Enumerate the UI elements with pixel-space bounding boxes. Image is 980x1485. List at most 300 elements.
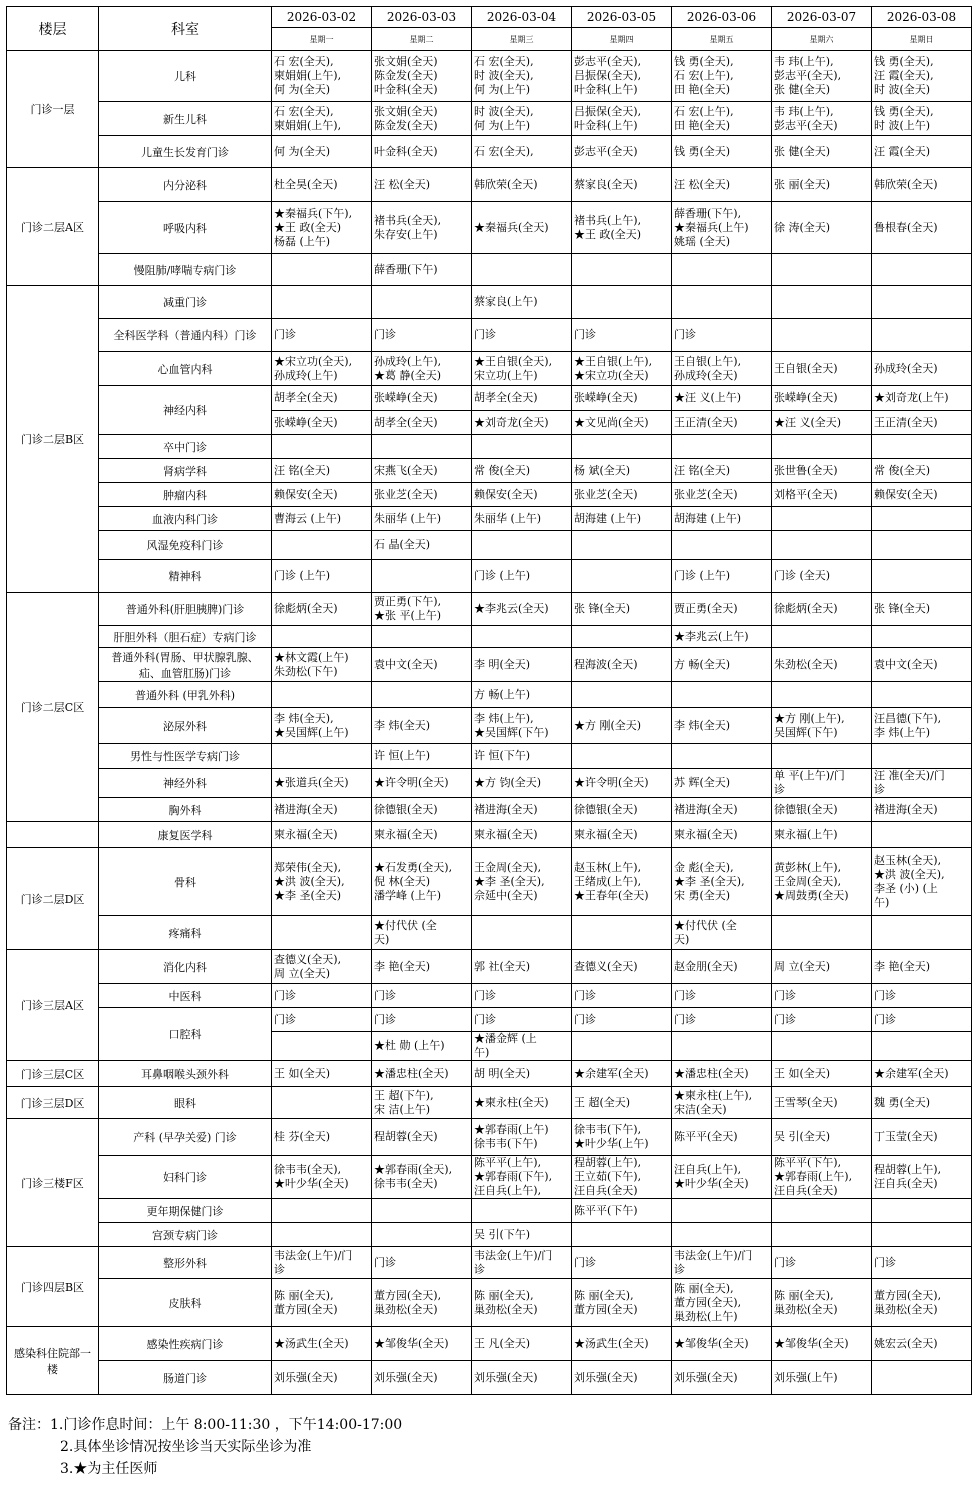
- doctor-entry: 宋 勇(全天): [674, 888, 731, 902]
- schedule-cell: [672, 319, 772, 352]
- doctor-entry: 石 宏(全天),: [274, 104, 334, 118]
- schedule-cell: [272, 1361, 372, 1395]
- schedule-cell: [672, 1327, 772, 1361]
- doctor-entry: ★邹俊华(全天): [674, 1336, 749, 1350]
- doctor-entry: ★王自银(全天),: [474, 354, 553, 368]
- doctor-entry: 倪 林(全天): [374, 874, 431, 888]
- floor-header: 楼层: [7, 7, 99, 51]
- schedule-cell: [672, 1008, 772, 1032]
- doctor-entry: 巢劲松(上午): [674, 1309, 738, 1323]
- doctor-entry: 门诊: [274, 328, 296, 341]
- schedule-cell: [572, 168, 672, 202]
- doctor-entry: ★文见尚(全天): [574, 415, 649, 429]
- schedule-cell: [772, 1119, 872, 1156]
- schedule-cell: [572, 822, 672, 848]
- schedule-cell: [772, 386, 872, 411]
- schedule-cell: [572, 593, 672, 626]
- table-row: [7, 1361, 972, 1395]
- department-cell: 减重门诊: [99, 286, 272, 319]
- doctor-entry: 石 宏(上午),: [674, 69, 734, 82]
- schedule-cell: [372, 560, 472, 593]
- schedule-cell: [272, 1156, 372, 1199]
- schedule-cell: [772, 411, 872, 435]
- schedule-body: [7, 51, 972, 1395]
- schedule-cell: [472, 435, 572, 459]
- schedule-cell: [472, 916, 572, 950]
- doctor-entry: ★王 政(全天): [274, 220, 342, 234]
- schedule-cell: [372, 202, 472, 254]
- department-cell: 风湿免疫科门诊: [99, 531, 272, 560]
- doctor-entry: 天): [674, 932, 690, 946]
- schedule-cell: [372, 1087, 472, 1119]
- schedule-cell: [372, 1008, 472, 1032]
- schedule-cell: [372, 435, 472, 459]
- schedule-cell: [772, 1361, 872, 1395]
- doctor-entry: 徐彪炳(全天): [774, 602, 838, 615]
- doctor-entry: 门诊: [474, 988, 496, 1002]
- doctor-entry: ★杜 勋 (上午): [374, 1039, 445, 1052]
- doctor-entry: ★李 圣(全天): [274, 888, 342, 902]
- schedule-cell: [772, 1061, 872, 1087]
- schedule-cell: [572, 560, 672, 593]
- floor-cell: 门诊三层A区: [7, 950, 99, 1061]
- doctor-entry: 李 炜(全天): [674, 718, 731, 732]
- doctor-entry: 姚宏云(全天): [874, 1336, 938, 1350]
- schedule-cell: [472, 744, 572, 769]
- table-row: [7, 202, 972, 254]
- doctor-entry: 田 艳(全天): [674, 118, 731, 132]
- schedule-cell: [272, 51, 372, 102]
- note-line: 3.★为主任医师: [60, 1461, 158, 1477]
- schedule-cell: [772, 531, 872, 560]
- schedule-cell: [472, 507, 572, 531]
- doctor-entry: 门诊: [574, 988, 596, 1002]
- doctor-entry: 王 超(下午),: [374, 1088, 434, 1102]
- schedule-table: [6, 6, 972, 1395]
- doctor-entry: 王自银(上午),: [674, 354, 742, 368]
- doctor-entry: ★李 圣(全天),: [674, 874, 745, 888]
- schedule-cell: [372, 769, 472, 798]
- schedule-cell: [272, 1199, 372, 1223]
- doctor-entry: ★潘忠柱(全天): [674, 1066, 749, 1080]
- schedule-cell: [372, 1119, 472, 1156]
- schedule-cell: [372, 626, 472, 648]
- doctor-entry: 门诊: [274, 988, 296, 1002]
- doctor-entry: ★王自银(上午),: [574, 354, 653, 368]
- doctor-entry: 汪 准(全天)/门: [874, 769, 945, 782]
- schedule-cell: [272, 1327, 372, 1361]
- schedule-cell: [472, 950, 572, 984]
- doctor-entry: 袁中文(全天): [874, 657, 938, 671]
- doctor-entry: 叶金科(上午): [574, 118, 638, 132]
- doctor-entry: 魏 勇(全天): [874, 1095, 931, 1109]
- doctor-entry: ★潘金辉 (上: [474, 1032, 537, 1045]
- department-cell: 普通外科(胃肠、甲状腺乳腺、疝、血管肛肠)门诊: [99, 648, 272, 682]
- doctor-entry: 陈 丽(全天),: [474, 1288, 534, 1302]
- doctor-entry: ★王 政(全天): [574, 227, 642, 241]
- schedule-cell: [672, 352, 772, 386]
- doctor-entry: 刘乐强(全天): [674, 1370, 738, 1384]
- doctor-entry: ★郭春雨(下午),: [474, 1170, 553, 1183]
- doctor-entry: 柬永福(全天): [374, 827, 438, 841]
- schedule-cell: [872, 459, 972, 483]
- doctor-entry: 诊: [474, 1262, 485, 1276]
- doctor-entry: 赵玉林(上午),: [574, 860, 642, 874]
- doctor-entry: 单 平(上午)/门: [774, 769, 845, 782]
- doctor-entry: 吕振保(全天),: [574, 69, 642, 82]
- schedule-cell: [372, 102, 472, 136]
- table-row: [7, 286, 972, 319]
- schedule-cell: [472, 254, 572, 286]
- department-cell: 男性与性医学专病门诊: [99, 744, 272, 769]
- doctor-entry: 彭志平(全天),: [774, 69, 842, 82]
- doctor-entry: 张嵘峥(全天): [274, 415, 338, 429]
- floor-cell: 门诊二层B区: [7, 286, 99, 593]
- schedule-cell: [472, 1361, 572, 1395]
- doctor-entry: 张业芝(全天): [674, 487, 738, 501]
- schedule-cell: [572, 626, 672, 648]
- schedule-cell: [272, 531, 372, 560]
- doctor-entry: 程海波(全天): [574, 657, 638, 671]
- doctor-entry: 董方园(全天): [274, 1302, 338, 1316]
- doctor-entry: 周 立(全天): [274, 966, 331, 980]
- schedule-cell: [472, 202, 572, 254]
- doctor-entry: 韩欣荣(全天): [474, 177, 538, 191]
- doctor-entry: 刘格平(全天): [774, 487, 838, 501]
- floor-cell: 门诊四层B区: [7, 1247, 99, 1327]
- doctor-entry: 胡孝全(全天): [374, 415, 438, 429]
- schedule-cell: [272, 411, 372, 435]
- doctor-entry: ★秦福兵(下午),: [274, 206, 353, 220]
- doctor-entry: 贾正勇(下午),: [374, 595, 442, 608]
- schedule-cell: [572, 950, 672, 984]
- table-row: [7, 51, 972, 102]
- doctor-entry: ★李兆云(上午): [674, 629, 749, 643]
- table-row: [7, 1247, 972, 1279]
- doctor-entry: 王正清(全天): [674, 415, 738, 429]
- table-row: [7, 848, 972, 916]
- schedule-cell: [372, 411, 472, 435]
- schedule-cell: [672, 168, 772, 202]
- doctor-entry: 汪 铭(全天): [274, 463, 331, 477]
- doctor-entry: 诊: [674, 1262, 685, 1276]
- doctor-entry: 徐韦韦(全天),: [274, 1163, 342, 1176]
- schedule-cell: [872, 648, 972, 682]
- doctor-entry: 佘延中(全天): [474, 888, 538, 902]
- doctor-entry: 石 宏(全天),: [274, 55, 334, 68]
- weekday-header: 星期二: [372, 28, 472, 51]
- doctor-entry: 董方园(全天),: [674, 1295, 742, 1309]
- schedule-cell: [472, 1087, 572, 1119]
- table-row: [7, 102, 972, 136]
- schedule-cell: [572, 1032, 672, 1061]
- schedule-cell: [772, 1087, 872, 1119]
- table-row: [7, 1087, 972, 1119]
- doctor-entry: ★周鼓勇(全天): [774, 888, 849, 902]
- doctor-entry: 韦 玮(上午),: [774, 55, 834, 68]
- schedule-cell: [472, 769, 572, 798]
- date-header: 2026-03-07: [772, 7, 872, 28]
- schedule-cell: [572, 648, 672, 682]
- doctor-entry: 张世鲁(全天): [774, 463, 838, 477]
- doctor-entry: 时 波(全天),: [474, 69, 534, 82]
- doctor-entry: ★邹俊华(全天): [374, 1336, 449, 1350]
- doctor-entry: 门诊 (上午): [274, 569, 331, 582]
- schedule-cell: [272, 682, 372, 708]
- doctor-entry: ★吴国辉(上午): [274, 725, 349, 739]
- doctor-entry: 孙成玲(全天): [874, 361, 938, 375]
- doctor-entry: ★汪 义(全天): [774, 415, 842, 429]
- schedule-cell: [772, 708, 872, 744]
- schedule-cell: [672, 483, 772, 507]
- department-cell: 康复医学科: [99, 822, 272, 848]
- department-cell: 内分泌科: [99, 168, 272, 202]
- schedule-cell: [872, 411, 972, 435]
- schedule-cell: [872, 798, 972, 822]
- schedule-cell: [872, 483, 972, 507]
- doctor-entry: 门诊: [774, 988, 796, 1002]
- doctor-entry: ★许令明(全天): [574, 776, 649, 789]
- table-row: [7, 560, 972, 593]
- schedule-cell: [572, 1087, 672, 1119]
- schedule-cell: [872, 560, 972, 593]
- schedule-cell: [572, 531, 672, 560]
- schedule-cell: [472, 286, 572, 319]
- doctor-entry: 潘学峰 (上午): [374, 888, 442, 902]
- schedule-cell: [872, 51, 972, 102]
- doctor-entry: 门诊: [474, 1012, 496, 1026]
- department-cell: 肿瘤内科: [99, 483, 272, 507]
- schedule-cell: [872, 1247, 972, 1279]
- schedule-cell: [272, 560, 372, 593]
- schedule-cell: [672, 136, 772, 168]
- doctor-entry: ★汤武生(全天): [574, 1336, 649, 1350]
- floor-cell: 门诊三层D区: [7, 1087, 99, 1119]
- doctor-entry: 午): [474, 1046, 490, 1059]
- doctor-entry: 柬永福(上午): [774, 827, 838, 841]
- schedule-cell: [572, 507, 672, 531]
- schedule-cell: [272, 102, 372, 136]
- schedule-cell: [872, 102, 972, 136]
- doctor-entry: 张嵘峥(全天): [374, 391, 438, 404]
- schedule-cell: [472, 168, 572, 202]
- table-row: [7, 1061, 972, 1087]
- doctor-entry: 徐德银(全天): [574, 802, 638, 816]
- doctor-entry: 常 俊(全天): [474, 463, 531, 477]
- doctor-entry: 陈 丽(全天),: [574, 1288, 634, 1302]
- doctor-entry: 石 宏(全天),: [474, 55, 534, 68]
- weekday-header: 星期一: [272, 28, 372, 51]
- schedule-cell: [872, 1199, 972, 1223]
- doctor-entry: 门诊: [574, 328, 596, 341]
- schedule-cell: [472, 682, 572, 708]
- doctor-entry: 张业芝(全天): [574, 487, 638, 501]
- schedule-cell: [272, 950, 372, 984]
- schedule-cell: [272, 286, 372, 319]
- doctor-entry: 徐彪炳(全天): [274, 602, 338, 615]
- doctor-entry: 朱丽华 (上午): [474, 511, 542, 525]
- doctor-entry: 朱丽华 (上午): [374, 511, 442, 525]
- schedule-cell: [372, 1327, 472, 1361]
- schedule-cell: [672, 1223, 772, 1247]
- department-cell: 神经外科: [99, 769, 272, 798]
- doctor-entry: 董方园(全天): [574, 1302, 638, 1316]
- table-row: [7, 1199, 972, 1223]
- doctor-entry: 王金周(全天),: [774, 874, 842, 888]
- schedule-cell: [772, 769, 872, 798]
- schedule-cell: [272, 822, 372, 848]
- schedule-cell: [672, 708, 772, 744]
- doctor-entry: 王正清(全天): [874, 415, 938, 429]
- schedule-cell: [572, 352, 672, 386]
- schedule-cell: [472, 51, 572, 102]
- note-line: 2.具体坐诊情况按坐诊当天实际坐诊为准: [60, 1439, 312, 1455]
- doctor-entry: 袁中文(全天): [374, 657, 438, 671]
- doctor-entry: 吴国辉(下午): [774, 725, 838, 739]
- schedule-cell: [772, 1156, 872, 1199]
- doctor-entry: 门诊: [474, 328, 496, 341]
- table-row: [7, 626, 972, 648]
- doctor-entry: 田 艳(全天): [674, 83, 731, 96]
- doctor-entry: 胡孝全(全天): [474, 391, 538, 404]
- doctor-entry: 汪 松(全天): [374, 177, 431, 191]
- schedule-cell: [272, 1279, 372, 1327]
- table-row: [7, 435, 972, 459]
- doctor-entry: 赖保安(全天): [474, 487, 538, 501]
- doctor-entry: 门诊: [374, 328, 396, 341]
- doctor-entry: 徐韦韦(下午): [474, 1137, 538, 1150]
- doctor-entry: 陈平平(下午),: [774, 1156, 842, 1169]
- doctor-entry: 李圣 (小) (上: [874, 881, 938, 895]
- doctor-entry: ★柬永柱(全天): [474, 1095, 549, 1109]
- schedule-cell: [372, 507, 472, 531]
- doctor-entry: 诊: [774, 783, 785, 796]
- schedule-cell: [572, 1247, 672, 1279]
- table-row: [7, 1156, 972, 1199]
- doctor-entry: 午): [874, 895, 890, 909]
- doctor-entry: 柬永福(全天): [274, 827, 338, 841]
- schedule-cell: [272, 744, 372, 769]
- doctor-entry: 张 健(全天): [774, 83, 831, 96]
- schedule-cell: [372, 352, 472, 386]
- table-row: [7, 984, 972, 1008]
- schedule-cell: [772, 459, 872, 483]
- schedule-cell: [472, 798, 572, 822]
- schedule-cell: [572, 136, 672, 168]
- schedule-cell: [672, 1061, 772, 1087]
- schedule-cell: [472, 1223, 572, 1247]
- schedule-cell: [572, 798, 672, 822]
- doctor-entry: 何 为(上午): [474, 83, 531, 96]
- schedule-cell: [372, 1279, 472, 1327]
- doctor-entry: 钱 勇(全天),: [874, 104, 934, 118]
- doctor-entry: 曹海云 (上午): [274, 511, 342, 525]
- table-row: [7, 682, 972, 708]
- doctor-entry: 胡孝全(全天): [274, 391, 338, 404]
- doctor-entry: 杨磊 (上午): [274, 234, 331, 248]
- doctor-entry: ★方 刚(全天): [574, 718, 642, 732]
- department-cell: 慢阻肺/哮喘专病门诊: [99, 254, 272, 286]
- doctor-entry: 褚进海(全天): [474, 802, 538, 816]
- schedule-cell: [272, 1087, 372, 1119]
- schedule-cell: [372, 1061, 472, 1087]
- schedule-cell: [872, 848, 972, 916]
- schedule-cell: [272, 168, 372, 202]
- schedule-cell: [772, 483, 872, 507]
- doctor-entry: 赖保安(全天): [274, 487, 338, 501]
- doctor-entry: 刘乐强(全天): [574, 1370, 638, 1384]
- doctor-entry: 孙成玲(上午): [274, 368, 338, 382]
- schedule-cell: [872, 386, 972, 411]
- doctor-entry: 汪自兵(全天): [874, 1177, 938, 1190]
- department-cell: 胸外科: [99, 798, 272, 822]
- schedule-cell: [872, 1008, 972, 1032]
- schedule-cell: [672, 593, 772, 626]
- department-cell: 心血管内科: [99, 352, 272, 386]
- table-row: [7, 386, 972, 411]
- schedule-cell: [872, 435, 972, 459]
- schedule-cell: [472, 1199, 572, 1223]
- doctor-entry: 王 如(全天): [274, 1066, 331, 1080]
- doctor-entry: 巢劲松(全天): [374, 1302, 438, 1316]
- date-header: 2026-03-05: [572, 7, 672, 28]
- doctor-entry: 褚进海(全天): [274, 802, 338, 816]
- department-cell: 呼吸内科: [99, 202, 272, 254]
- department-cell: 普通外科(肝胆胰脾)门诊: [99, 593, 272, 626]
- schedule-cell: [372, 648, 472, 682]
- doctor-entry: 许 恒(上午): [374, 749, 431, 762]
- doctor-entry: ★洪 波(全天),: [874, 867, 945, 881]
- schedule-cell: [672, 386, 772, 411]
- schedule-cell: [572, 1156, 672, 1199]
- doctor-entry: ★许令明(全天): [374, 776, 449, 789]
- schedule-cell: [472, 560, 572, 593]
- schedule-cell: [872, 254, 972, 286]
- doctor-entry: 门诊 (上午): [674, 569, 731, 582]
- schedule-cell: [272, 1223, 372, 1247]
- doctor-entry: 褚进海(全天): [674, 802, 738, 816]
- schedule-cell: [772, 286, 872, 319]
- department-cell: 耳鼻咽喉头颈外科: [99, 1061, 272, 1087]
- schedule-cell: [372, 848, 472, 916]
- schedule-cell: [372, 593, 472, 626]
- table-row: [7, 744, 972, 769]
- table-row: [7, 822, 972, 848]
- doctor-entry: 门诊: [674, 1012, 696, 1026]
- doctor-entry: 苏 辉(全天): [674, 776, 731, 789]
- doctor-entry: 韦法金(上午)/门: [674, 1248, 753, 1262]
- doctor-entry: ★郭春雨(上午): [474, 1123, 549, 1136]
- schedule-cell: [272, 507, 372, 531]
- schedule-cell: [372, 286, 472, 319]
- department-cell: 妇科门诊: [99, 1156, 272, 1199]
- doctor-entry: 柬娟娟(上午),: [274, 69, 342, 82]
- doctor-entry: 方 畅(上午): [474, 687, 531, 701]
- doctor-entry: 巢劲松(全天): [774, 1302, 838, 1316]
- schedule-cell: [472, 1061, 572, 1087]
- doctor-entry: 黄彭林(上午),: [774, 860, 842, 874]
- schedule-cell: [572, 1327, 672, 1361]
- doctor-entry: 韦法金(上午)/门: [274, 1248, 353, 1262]
- schedule-cell: [772, 1032, 872, 1061]
- table-row: [7, 769, 972, 798]
- schedule-cell: [872, 352, 972, 386]
- doctor-entry: 钱 勇(全天): [674, 144, 731, 158]
- schedule-cell: [672, 1032, 772, 1061]
- doctor-entry: 徐韦韦(全天): [374, 1177, 438, 1190]
- schedule-cell: [772, 1199, 872, 1223]
- table-row: [7, 254, 972, 286]
